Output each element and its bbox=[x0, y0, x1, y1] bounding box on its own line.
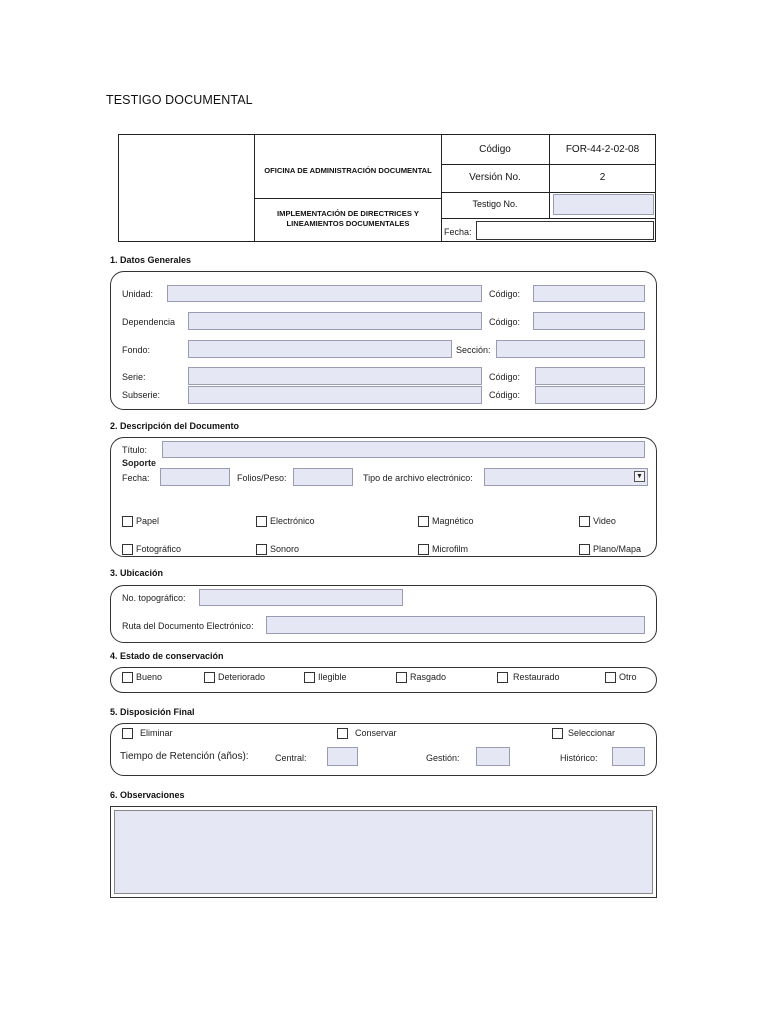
checkbox-otro[interactable] bbox=[605, 672, 616, 683]
codigo-field-1[interactable] bbox=[533, 285, 645, 302]
historico-label: Histórico: bbox=[560, 753, 598, 763]
estado-option-restaurado: Restaurado bbox=[513, 672, 560, 682]
section-4-box bbox=[110, 667, 657, 693]
checkbox-plano-mapa[interactable] bbox=[579, 544, 590, 555]
estado-option-ilegible: Ilegible bbox=[318, 672, 347, 682]
estado-option-rasgado: Rasgado bbox=[410, 672, 447, 682]
checkbox-deteriorado[interactable] bbox=[204, 672, 215, 683]
codigo-field-3[interactable] bbox=[535, 367, 645, 385]
fondo-label: Fondo: bbox=[122, 345, 151, 355]
titulo-field[interactable] bbox=[162, 441, 645, 458]
ruta-field[interactable] bbox=[266, 616, 645, 634]
soporte-option-sonoro: Sonoro bbox=[270, 544, 300, 554]
observaciones-box bbox=[110, 806, 657, 898]
codigo-field-2[interactable] bbox=[533, 312, 645, 330]
codigo-label-2: Código: bbox=[489, 317, 521, 327]
checkbox-ilegible[interactable] bbox=[304, 672, 315, 683]
topografico-field[interactable] bbox=[199, 589, 403, 606]
soporte-option-magnetico: Magnético bbox=[432, 516, 474, 526]
folios-label: Folios/Peso: bbox=[237, 473, 287, 483]
subserie-label: Subserie: bbox=[122, 390, 161, 400]
serie-label: Serie: bbox=[122, 372, 146, 382]
gestion-label: Gestión: bbox=[426, 753, 460, 763]
procedure-line-2: LINEAMIENTOS DOCUMENTALES bbox=[286, 219, 410, 228]
fecha-doc-label: Fecha: bbox=[122, 473, 150, 483]
section-5-heading: 5. Disposición Final bbox=[110, 707, 195, 717]
soporte-option-video: Video bbox=[593, 516, 616, 526]
checkbox-bueno[interactable] bbox=[122, 672, 133, 683]
central-label: Central: bbox=[275, 753, 307, 763]
section-4-heading: 4. Estado de conservación bbox=[110, 651, 224, 661]
unidad-label: Unidad: bbox=[122, 289, 154, 299]
codigo-label-3: Código: bbox=[489, 372, 521, 382]
checkbox-conservar[interactable] bbox=[337, 728, 348, 739]
checkbox-magnetico[interactable] bbox=[418, 516, 429, 527]
fecha-label: Fecha: bbox=[444, 227, 472, 237]
checkbox-eliminar[interactable] bbox=[122, 728, 133, 739]
dependencia-field[interactable] bbox=[188, 312, 482, 330]
fondo-field[interactable] bbox=[188, 340, 452, 358]
seccion-label: Sección: bbox=[456, 345, 491, 355]
tiempo-retencion-label: Tiempo de Retención (años): bbox=[120, 751, 249, 762]
version-label: Versión No. bbox=[469, 172, 521, 183]
fecha-field[interactable] bbox=[476, 221, 654, 240]
soporte-option-papel: Papel bbox=[136, 516, 160, 526]
soporte-label: Soporte bbox=[122, 458, 157, 468]
header-table bbox=[118, 134, 656, 242]
observaciones-field[interactable] bbox=[114, 810, 653, 894]
checkbox-fotografico[interactable] bbox=[122, 544, 133, 555]
serie-field[interactable] bbox=[188, 367, 482, 385]
codigo-field-4[interactable] bbox=[535, 386, 645, 404]
seccion-field[interactable] bbox=[496, 340, 645, 358]
eliminar-label: Eliminar bbox=[140, 728, 173, 738]
checkbox-video[interactable] bbox=[579, 516, 590, 527]
estado-option-bueno: Bueno bbox=[136, 672, 163, 682]
codigo-label: Código bbox=[479, 144, 511, 155]
tipo-archivo-select[interactable] bbox=[484, 468, 648, 486]
ruta-label: Ruta del Documento Electrónico: bbox=[122, 621, 254, 631]
checkbox-papel[interactable] bbox=[122, 516, 133, 527]
historico-field[interactable] bbox=[612, 747, 645, 766]
testigo-number-field[interactable] bbox=[553, 194, 654, 215]
unidad-field[interactable] bbox=[167, 285, 482, 302]
section-1-heading: 1. Datos Generales bbox=[110, 255, 192, 265]
checkbox-sonoro[interactable] bbox=[256, 544, 267, 555]
fecha-doc-field[interactable] bbox=[160, 468, 230, 486]
chevron-down-icon[interactable]: ▼ bbox=[634, 471, 645, 482]
testigo-label: Testigo No. bbox=[472, 199, 518, 209]
version-value: 2 bbox=[599, 172, 606, 183]
subserie-field[interactable] bbox=[188, 386, 482, 404]
soporte-option-electronico: Electrónico bbox=[270, 516, 315, 526]
procedure-line-1: IMPLEMENTACIÓN DE DIRECTRICES Y bbox=[277, 209, 419, 218]
document-title: TESTIGO DOCUMENTAL bbox=[106, 93, 253, 107]
section-2-heading: 2. Descripción del Documento bbox=[110, 421, 240, 431]
codigo-value: FOR-44-2-02-08 bbox=[565, 144, 640, 155]
section-3-heading: 3. Ubicación bbox=[110, 568, 164, 578]
topografico-label: No. topográfico: bbox=[122, 593, 186, 603]
estado-option-otro: Otro bbox=[619, 672, 637, 682]
tipo-archivo-label: Tipo de archivo electrónico: bbox=[363, 473, 473, 483]
estado-option-deteriorado: Deteriorado bbox=[218, 672, 266, 682]
section-6-heading: 6. Observaciones bbox=[110, 790, 185, 800]
office-name: OFICINA DE ADMINISTRACIÓN DOCUMENTAL bbox=[264, 166, 432, 175]
checkbox-rasgado[interactable] bbox=[396, 672, 407, 683]
conservar-label: Conservar bbox=[355, 728, 397, 738]
seleccionar-label: Seleccionar bbox=[568, 728, 616, 738]
folios-field[interactable] bbox=[293, 468, 353, 486]
soporte-option-fotografico: Fotográfico bbox=[136, 544, 182, 554]
checkbox-electronico[interactable] bbox=[256, 516, 267, 527]
checkbox-restaurado[interactable] bbox=[497, 672, 508, 683]
central-field[interactable] bbox=[327, 747, 358, 766]
checkbox-microfilm[interactable] bbox=[418, 544, 429, 555]
checkbox-seleccionar[interactable] bbox=[552, 728, 563, 739]
soporte-option-plano-mapa: Plano/Mapa bbox=[593, 544, 642, 554]
codigo-label-4: Código: bbox=[489, 390, 521, 400]
titulo-label: Título: bbox=[122, 445, 148, 455]
soporte-option-microfilm: Microfilm bbox=[432, 544, 468, 554]
dependencia-label: Dependencia bbox=[122, 317, 176, 327]
gestion-field[interactable] bbox=[476, 747, 510, 766]
codigo-label-1: Código: bbox=[489, 289, 521, 299]
